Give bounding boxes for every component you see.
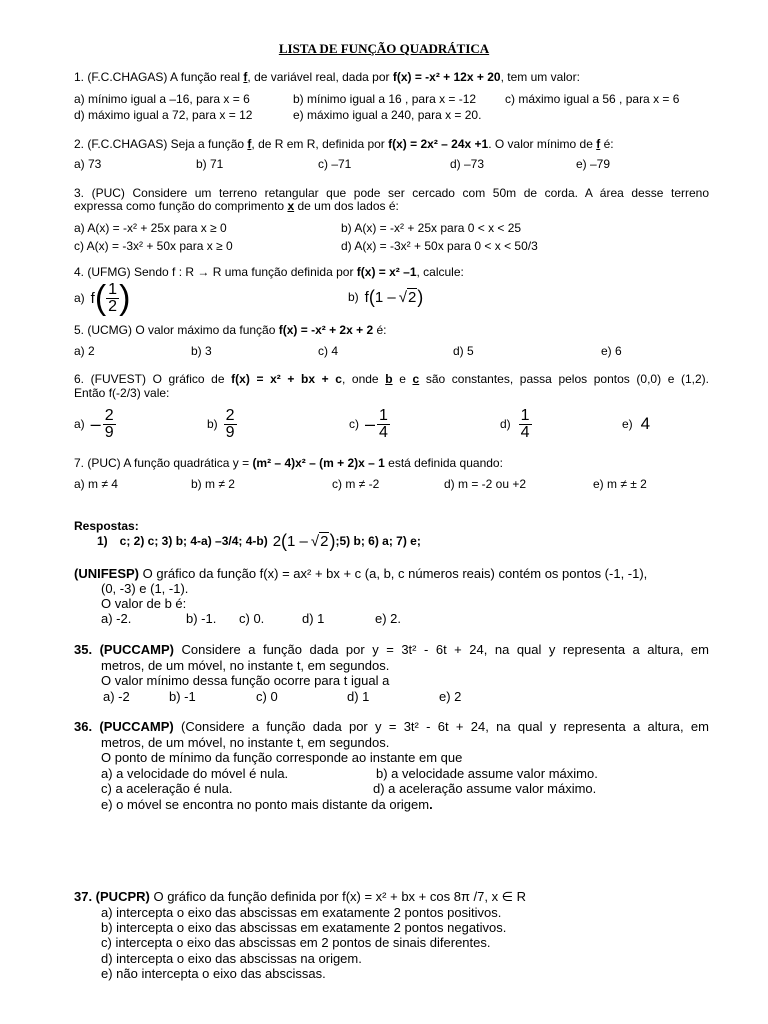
unifesp-text: O gráfico da função f(x) = ax² + bx + c (a, b, c números reais) contém os pontos (-1, -1), — [139, 566, 648, 581]
right-paren: ) — [417, 286, 424, 307]
q6-b-num: 2 — [225, 406, 235, 424]
q37-text: O gráfico da função definida por f(x) = x² + bx + cos 8π /7, x ∈ R — [149, 889, 527, 904]
q1-option-a: a) mínimo igual a –16, para x = 6 — [74, 92, 250, 106]
q37-line1 — [74, 889, 526, 905]
q5-formula: f(x) = -x² + 2x + 2 — [278, 323, 374, 337]
q2-option-a: a) 73 — [74, 157, 102, 171]
q6-d-label: d) — [500, 417, 511, 431]
q6-c: c — [412, 372, 420, 386]
q7-suffix: está definida quando: — [384, 456, 503, 470]
q2-option-e: e) –79 — [576, 157, 611, 171]
q36-option-e — [101, 797, 433, 812]
q6-b-den: 9 — [225, 423, 235, 441]
q6-e: e — [392, 372, 413, 386]
q36-tag: 36. (PUCCAMP) — [74, 719, 174, 734]
q4-a-num: 1 — [108, 280, 118, 298]
q7-formula: (m² – 4)x² – (m + 2)x – 1 — [252, 456, 385, 470]
q6-a-num: 2 — [104, 406, 114, 424]
q7-option-a: a) m ≠ 4 — [74, 477, 118, 491]
q2-formula: f(x) = 2x² – 24x +1 — [388, 137, 489, 151]
q6-a-fraction — [103, 408, 116, 441]
q37-option-c: c) intercepta o eixo das abscissas em 2 pontos de sinais diferentes. — [101, 935, 491, 950]
q37-option-a: a) intercepta o eixo das abscissas em exatamente 2 pontos positivos. — [101, 905, 502, 920]
q35-line1 — [74, 642, 709, 657]
q7-option-c: c) m ≠ -2 — [332, 477, 380, 491]
unifesp-option-c: c) 0. — [239, 611, 265, 626]
q3-x: x — [287, 199, 295, 213]
q35-option-a: a) -2 — [103, 689, 130, 704]
q4-b-root: 2 — [407, 289, 417, 306]
q1-prefix: 1. (F.C.CHAGAS) A função real — [74, 70, 244, 84]
unifesp-tag: (UNIFESP) — [74, 566, 139, 581]
answers-part2: ;5) b; 6) a; 7) e; — [335, 534, 421, 548]
q5-option-a: a) 2 — [74, 344, 95, 358]
q1-option-e: e) máximo igual a 240, para x = 20. — [293, 108, 482, 122]
q1-option-c: c) máximo igual a 56 , para x = 6 — [505, 92, 680, 106]
q2-prefix: 2. (F.C.CHAGAS) Seja a função — [74, 137, 248, 151]
q36-period: . — [429, 797, 433, 812]
q6-b: b — [385, 372, 393, 386]
q6-option-a — [74, 406, 116, 442]
q6-suffix: são constantes, passa pelos pontos (0,0) e (1,2). — [419, 372, 710, 386]
left-paren: ( — [368, 286, 375, 307]
q6-a-sign: – — [90, 413, 101, 434]
q6-a-den: 9 — [104, 423, 114, 441]
q6-c-sign: – — [365, 413, 376, 434]
q5-option-d: d) 5 — [453, 344, 474, 358]
q4-b-label: b) — [348, 290, 359, 304]
q36-option-c: c) a aceleração é nula. — [101, 781, 233, 796]
q1-formula: f(x) = -x² + 12x + 20 — [392, 70, 501, 84]
q3-line2a: expressa como função do comprimento — [74, 199, 288, 213]
sqrt-icon: √ — [310, 532, 320, 550]
q7-option-d: d) m = -2 ou +2 — [444, 477, 527, 491]
q7-statement — [74, 456, 503, 470]
answers-line — [97, 530, 421, 552]
q35-option-c: c) 0 — [256, 689, 278, 704]
q5-option-e: e) 6 — [601, 344, 622, 358]
q35-text: Considere a função dada por y = 3t² - 6t + 24, na qual y representa a altura, em — [173, 642, 709, 657]
q36-option-b: b) a velocidade assume valor máximo. — [376, 766, 598, 781]
q4-suffix: , calcule: — [416, 265, 464, 279]
q2-f2: f — [596, 137, 601, 151]
q6-d-den: 4 — [520, 423, 530, 441]
q2-option-c: c) –71 — [318, 157, 352, 171]
q4-statement — [74, 265, 464, 279]
unifesp-option-e: e) 2. — [375, 611, 402, 626]
unifesp-option-d: d) 1 — [302, 611, 325, 626]
right-paren: ) — [329, 530, 336, 551]
q35-option-d: d) 1 — [347, 689, 370, 704]
q4-prefix: 4. (UFMG) Sendo f : R → R uma função definida por — [74, 265, 357, 279]
q1-suffix: , tem um valor: — [500, 70, 580, 84]
q3-line2b: de um dos lados é: — [294, 199, 399, 213]
q36-line3: O ponto de mínimo da função corresponde ao instante em que — [101, 750, 463, 765]
q2-statement — [74, 137, 614, 151]
unifesp-option-a: a) -2. — [101, 611, 132, 626]
q6-option-c — [349, 406, 390, 442]
q6-line2: Então f(-2/3) vale: — [74, 386, 170, 400]
left-paren: ( — [94, 279, 107, 317]
q35-line2: metros, de um móvel, no instante t, em segundos. — [101, 658, 390, 673]
q3-line2 — [74, 199, 399, 213]
q3-option-c: c) A(x) = -3x² + 50x para x ≥ 0 — [74, 239, 233, 253]
q4-a-fraction — [106, 282, 119, 315]
q6-b-fraction — [224, 408, 237, 441]
q3-option-d: d) A(x) = -3x² + 50x para 0 < x < 50/3 — [341, 239, 538, 253]
q6-option-b — [207, 406, 237, 442]
q7-prefix: 7. (PUC) A função quadrática y = — [74, 456, 253, 470]
q2-f: f — [247, 137, 252, 151]
q36-text: (Considere a função dada por y = 3t² - 6t + 24, na qual y representa a altura, em — [173, 719, 709, 734]
q6-d-num: 1 — [520, 406, 530, 424]
q36-line2: metros, de um móvel, no instante t, em segundos. — [101, 735, 390, 750]
unifesp-option-b: b) -1. — [186, 611, 217, 626]
unifesp-line1 — [74, 566, 647, 581]
q4-a-fn: f — [90, 289, 95, 307]
left-paren: ( — [281, 530, 288, 551]
q1-option-b: b) mínimo igual a 16 , para x = -12 — [293, 92, 477, 106]
page-title: LISTA DE FUNÇÃO QUADRÁTICA — [278, 41, 490, 56]
answers-root: 2 — [320, 533, 329, 550]
q4-option-a — [74, 278, 130, 318]
q36-option-a: a) a velocidade do móvel é nula. — [101, 766, 289, 781]
sqrt-icon: √ — [398, 288, 407, 306]
q2-suffix: . O valor mínimo de — [488, 137, 597, 151]
q6-option-d — [500, 406, 532, 442]
q6-formula: f(x) = x² + bx + c — [231, 372, 342, 386]
q5-option-b: b) 3 — [191, 344, 212, 358]
q37-option-e: e) não intercepta o eixo das abscissas. — [101, 966, 326, 981]
q2-option-b: b) 71 — [196, 157, 224, 171]
q6-c-fraction — [377, 408, 390, 441]
answers-num: 1) — [97, 534, 108, 548]
q5-suffix: é: — [373, 323, 387, 337]
q4-a-den: 2 — [108, 297, 118, 315]
q4-b-one: 1 – — [374, 288, 396, 306]
q5-statement — [74, 323, 386, 337]
q35-option-b: b) -1 — [169, 689, 196, 704]
q37-option-b: b) intercepta o eixo das abscissas em exatamente 2 pontos negativos. — [101, 920, 507, 935]
answers-one: 1 – — [287, 532, 308, 550]
q6-c-label: c) — [349, 417, 359, 431]
q6-c-den: 4 — [379, 423, 388, 441]
unifesp-line2: (0, -3) e (1, -1). — [101, 581, 189, 596]
q6-mid: , onde — [341, 372, 386, 386]
q1-statement — [74, 70, 580, 84]
q4-a-label: a) — [74, 291, 85, 305]
q7-option-b: b) m ≠ 2 — [191, 477, 235, 491]
q4-b-fn: f — [364, 288, 369, 306]
q6-d-fraction — [519, 408, 532, 441]
answers-heading: Respostas: — [74, 519, 139, 533]
q6-prefix: 6. (FUVEST) O gráfico de — [74, 372, 232, 386]
unifesp-line3: O valor de b é: — [101, 596, 187, 611]
q2-end: é: — [600, 137, 614, 151]
q3-option-b: b) A(x) = -x² + 25x para 0 < x < 25 — [341, 221, 522, 235]
q1-f: f — [243, 70, 248, 84]
q6-e-label: e) — [622, 417, 633, 431]
q6-option-e — [622, 406, 650, 442]
q4-formula: f(x) = x² –1 — [356, 265, 417, 279]
q6-c-num: 1 — [379, 406, 388, 424]
q6-b-label: b) — [207, 417, 218, 431]
q36-option-d: d) a aceleração assume valor máximo. — [373, 781, 597, 796]
q1-option-d: d) máximo igual a 72, para x = 12 — [74, 108, 253, 122]
q3-option-a: a) A(x) = -x² + 25x para x ≥ 0 — [74, 221, 227, 235]
q2-option-d: d) –73 — [450, 157, 485, 171]
q35-line3: O valor mínimo dessa função ocorre para t igual a — [101, 673, 390, 688]
q6-a-label: a) — [74, 417, 85, 431]
answers-two: 2 — [272, 532, 282, 550]
right-paren: ) — [119, 279, 131, 317]
answers-part1: c; 2) c; 3) b; 4-a) –3/4; 4-b) — [119, 534, 268, 548]
q36-line1 — [74, 719, 709, 734]
q6-statement — [74, 372, 709, 386]
q37-tag: 37. (PUCPR) — [74, 889, 150, 904]
q5-option-c: c) 4 — [318, 344, 339, 358]
q2-mid: , de R em R, definida por — [251, 137, 389, 151]
q37-option-d: d) intercepta o eixo das abscissas na origem. — [101, 951, 362, 966]
q35-tag: 35. (PUCCAMP) — [74, 642, 174, 657]
q36-option-e-text: e) o móvel se encontra no ponto mais distante da origem — [101, 797, 430, 812]
q35-option-e: e) 2 — [439, 689, 462, 704]
q6-e-value: 4 — [640, 414, 651, 433]
q3-line1: 3. (PUC) Considere um terreno retangular que pode ser cercado com 50m de corda. A área desse terreno — [74, 186, 709, 200]
q4-option-b — [348, 285, 423, 309]
q1-mid: , de variável real, dada por — [247, 70, 393, 84]
q7-option-e: e) m ≠ ± 2 — [593, 477, 647, 491]
q5-prefix: 5. (UCMG) O valor máximo da função — [74, 323, 279, 337]
